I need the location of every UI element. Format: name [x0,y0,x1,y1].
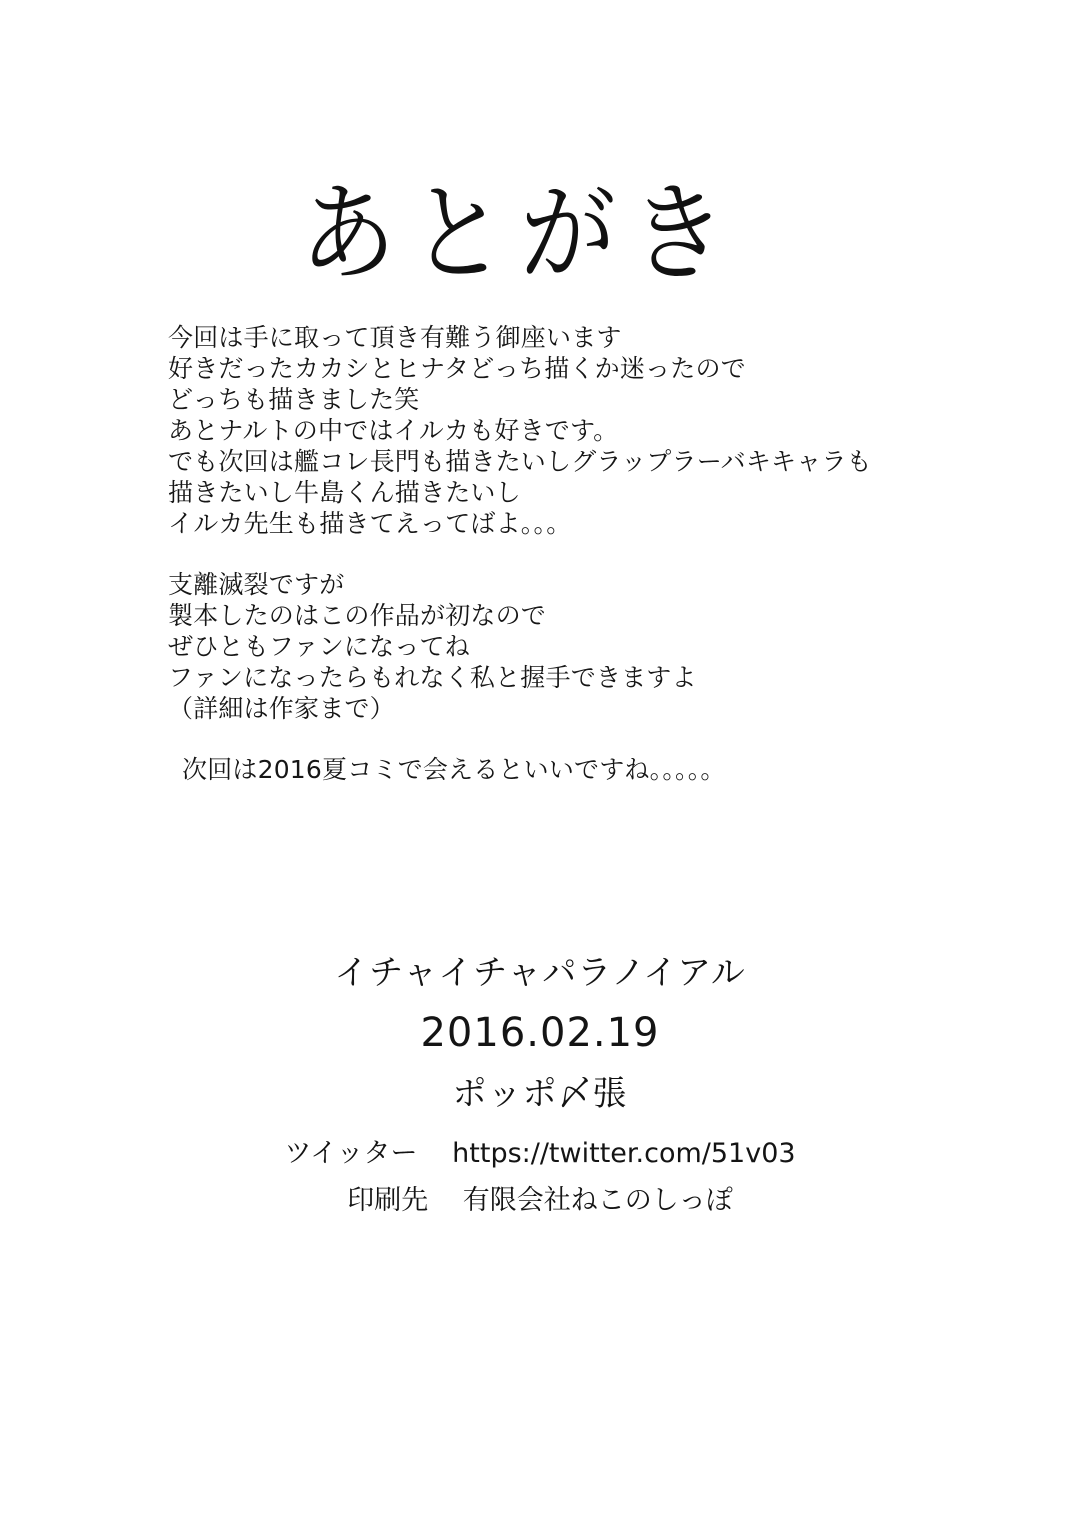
publication-date: 2016.02.19 [420,1010,660,1056]
colophon [0,945,1080,1225]
page-title: あとがき [300,171,740,297]
afterword-line: ファンになったらもれなく私と握手できますよ [168,663,697,692]
afterword-line: でも次回は艦コレ長門も描きたいしグラップラーバキキャラも [168,447,872,476]
afterword-line: どっちも描きました笑 [168,385,420,414]
twitter-row [0,1131,1080,1170]
printer-row [0,1178,1080,1217]
afterword-line: （詳細は作家まで） [168,694,395,723]
afterword-line: あとナルトの中ではイルカも好きです。 [168,416,619,445]
afterword-line: 支離滅裂ですが [168,570,345,599]
printer-label: 印刷先 [347,1185,429,1216]
afterword-closing-line: 次回は2016夏コミで会えるといいですね。。。。。 [182,755,726,784]
afterword-body [168,322,968,785]
afterword-line: 好きだったカカシとヒナタどっち描くか迷ったので [168,354,746,383]
twitter-label: ツイッター [284,1138,418,1169]
paragraph-spacer [168,724,968,754]
afterword-line: 製本したのはこの作品が初なので [168,601,547,630]
work-title: イチャイチャパラノイアル [334,953,746,993]
circle-name: ポッポ〆張 [452,1074,628,1114]
afterword-line: イルカ先生も描きてえってばよ。。。 [168,509,572,538]
twitter-url[interactable]: https://twitter.com/51v03 [452,1138,796,1169]
afterword-line: 今回は手に取って頂き有難う御座います [168,323,622,352]
paragraph-spacer [168,539,968,569]
afterword-line: ぜひともファンになってね [168,632,470,661]
printer-name: 有限会社ねこのしっぽ [462,1185,733,1216]
afterword-line: 描きたいし牛島くん描きたいし [168,478,521,507]
